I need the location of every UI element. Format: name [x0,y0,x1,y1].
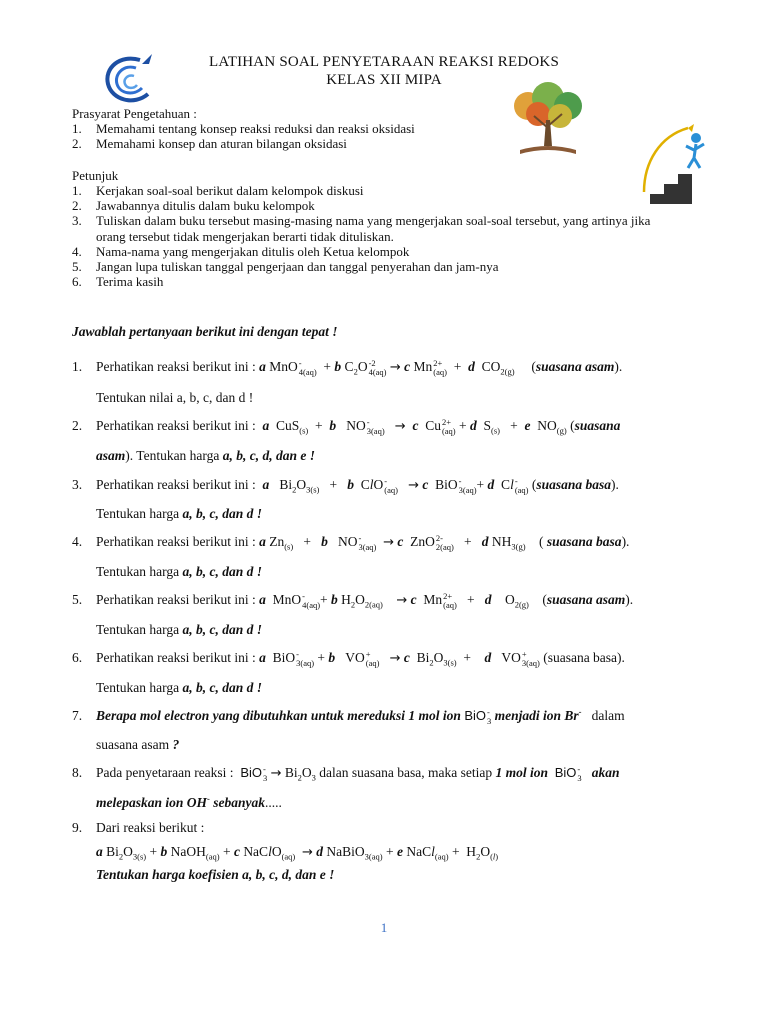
prerequisites-heading: Prasyarat Pengetahuan : [72,106,197,121]
question-7: 7. Berapa mol electron yang dibutuhkan untuk mereduksi 1 mol ion BiO - 3 menjadi ion Br- dalam [72,706,625,726]
question-5: 5. Perhatikan reaksi berikut ini : a MnO - 4(aq) + b $H_2O_{2(aq)}$ → c Mn 2+ (aq) + d $O_{2(g)}$ (suasana asam). [72,590,634,610]
question-4: 4. Perhatikan reaksi berikut ini : a $Zn_{(s)} + b$ NO - 3(aq) → c ZnO 2- 2(aq) + d $NH_{3(g)}$ ( suasana basa). [72,532,630,552]
question-5-instruction: Tentukan harga a, b, c, dan d ! [96,622,263,637]
question-3-instruction: Tentukan harga a, b, c, dan d ! [96,506,263,521]
question-8: 8. Pada penyetaraan reaksi : BiO - 3 → $Bi_2O_3$ dalan suasana basa, maka setiap 1 mol ion BiO - 3 akan [72,763,620,783]
list-item: 6. Terima kasih [72,274,164,289]
question-9-instruction: Tentukan harga koefisien a, b, c, d, dan e ! [96,867,335,882]
list-item: orang tersebut tidak mengerjakan berarti tidak dituliskan. [96,229,394,244]
list-item: 1. Kerjakan soal-soal berikut dalam kelompok diskusi [72,183,364,198]
list-item: 1. Memahami tentang konsep reaksi reduksi dan reaksi oksidasi [72,121,415,136]
section-heading: Jawablah pertanyaan berikut ini dengan tepat ! [72,324,338,339]
question-8-continuation: melepaskan ion OH- sebanyak..... [96,793,282,810]
question-4-instruction: Tentukan harga a, b, c, dan d ! [96,564,263,579]
question-9: 9. Dari reaksi berikut : [72,820,205,835]
list-item: 2. Memahami konsep dan aturan bilangan oksidasi [72,136,347,151]
page-number: 1 [380,920,388,935]
question-1: 1. Perhatikan reaksi berikut ini : a MnO - 4(aq) + b $C_2O$ -2 4(aq) → c Mn 2+ (aq) + d $CO_{2(g)}$ (suasana asam). [72,357,623,377]
question-6: 6. Perhatikan reaksi berikut ini : a BiO - 3(aq) + b VO + (aq) → c $Bi_2O_{3(s)}$ + d VO + 3(aq) (suasana basa). [72,648,625,668]
question-3: 3. Perhatikan reaksi berikut ini : a $Bi_2O_{3(s)} + b$ ClO - (aq) → c BiO - 3(aq) + d Cl - (aq) (suasana basa). [72,475,619,495]
list-item: 5. Jangan lupa tuliskan tanggal pengerjaan dan tanggal penyerahan dan jam-nya [72,259,499,274]
question-9-equation: a $Bi_2O_{3(s)} + b$ NaOH$_{(aq)}$ + c NaClO$_{(aq)}$ → d NaBiO$_{3(aq)}$ + e NaCl$_{(aq)}$ + $H_2O_{(l)}$ [96,844,499,862]
question-2: 2. Perhatikan reaksi berikut ini : a CuS$_{(s)}$ + b NO - 3(aq) → c Cu 2+ (aq) + d $S_{(s)} + e$ $NO_{(g)}$ (suasana [72,416,621,436]
list-item: 2. Jawabannya ditulis dalam buku kelompok [72,198,315,213]
tree-book-icon [498,80,598,160]
question-7-continuation: suasana asam ? [96,737,180,752]
stairs-climber-icon [640,122,710,204]
question-6-instruction: Tentukan harga a, b, c, dan d ! [96,680,263,695]
page-title: LATIHAN SOAL PENYETARAAN REAKSI REDOKS [208,54,559,70]
question-1-instruction: Tentukan nilai a, b, c, dan d ! [96,390,254,405]
list-item: 4. Nama-nama yang mengerjakan ditulis oleh Ketua kelompok [72,244,410,259]
page-subtitle: KELAS XII MIPA [326,72,442,88]
question-2-instruction: asam). Tentukan harga a, b, c, d, dan e ! [96,448,316,463]
list-item: 3. Tuliskan dalam buku tersebut masing-masing nama yang mengerjakan soal-soal tersebut, yang artinya jika [72,213,651,228]
instructions-heading: Petunjuk [72,168,119,183]
